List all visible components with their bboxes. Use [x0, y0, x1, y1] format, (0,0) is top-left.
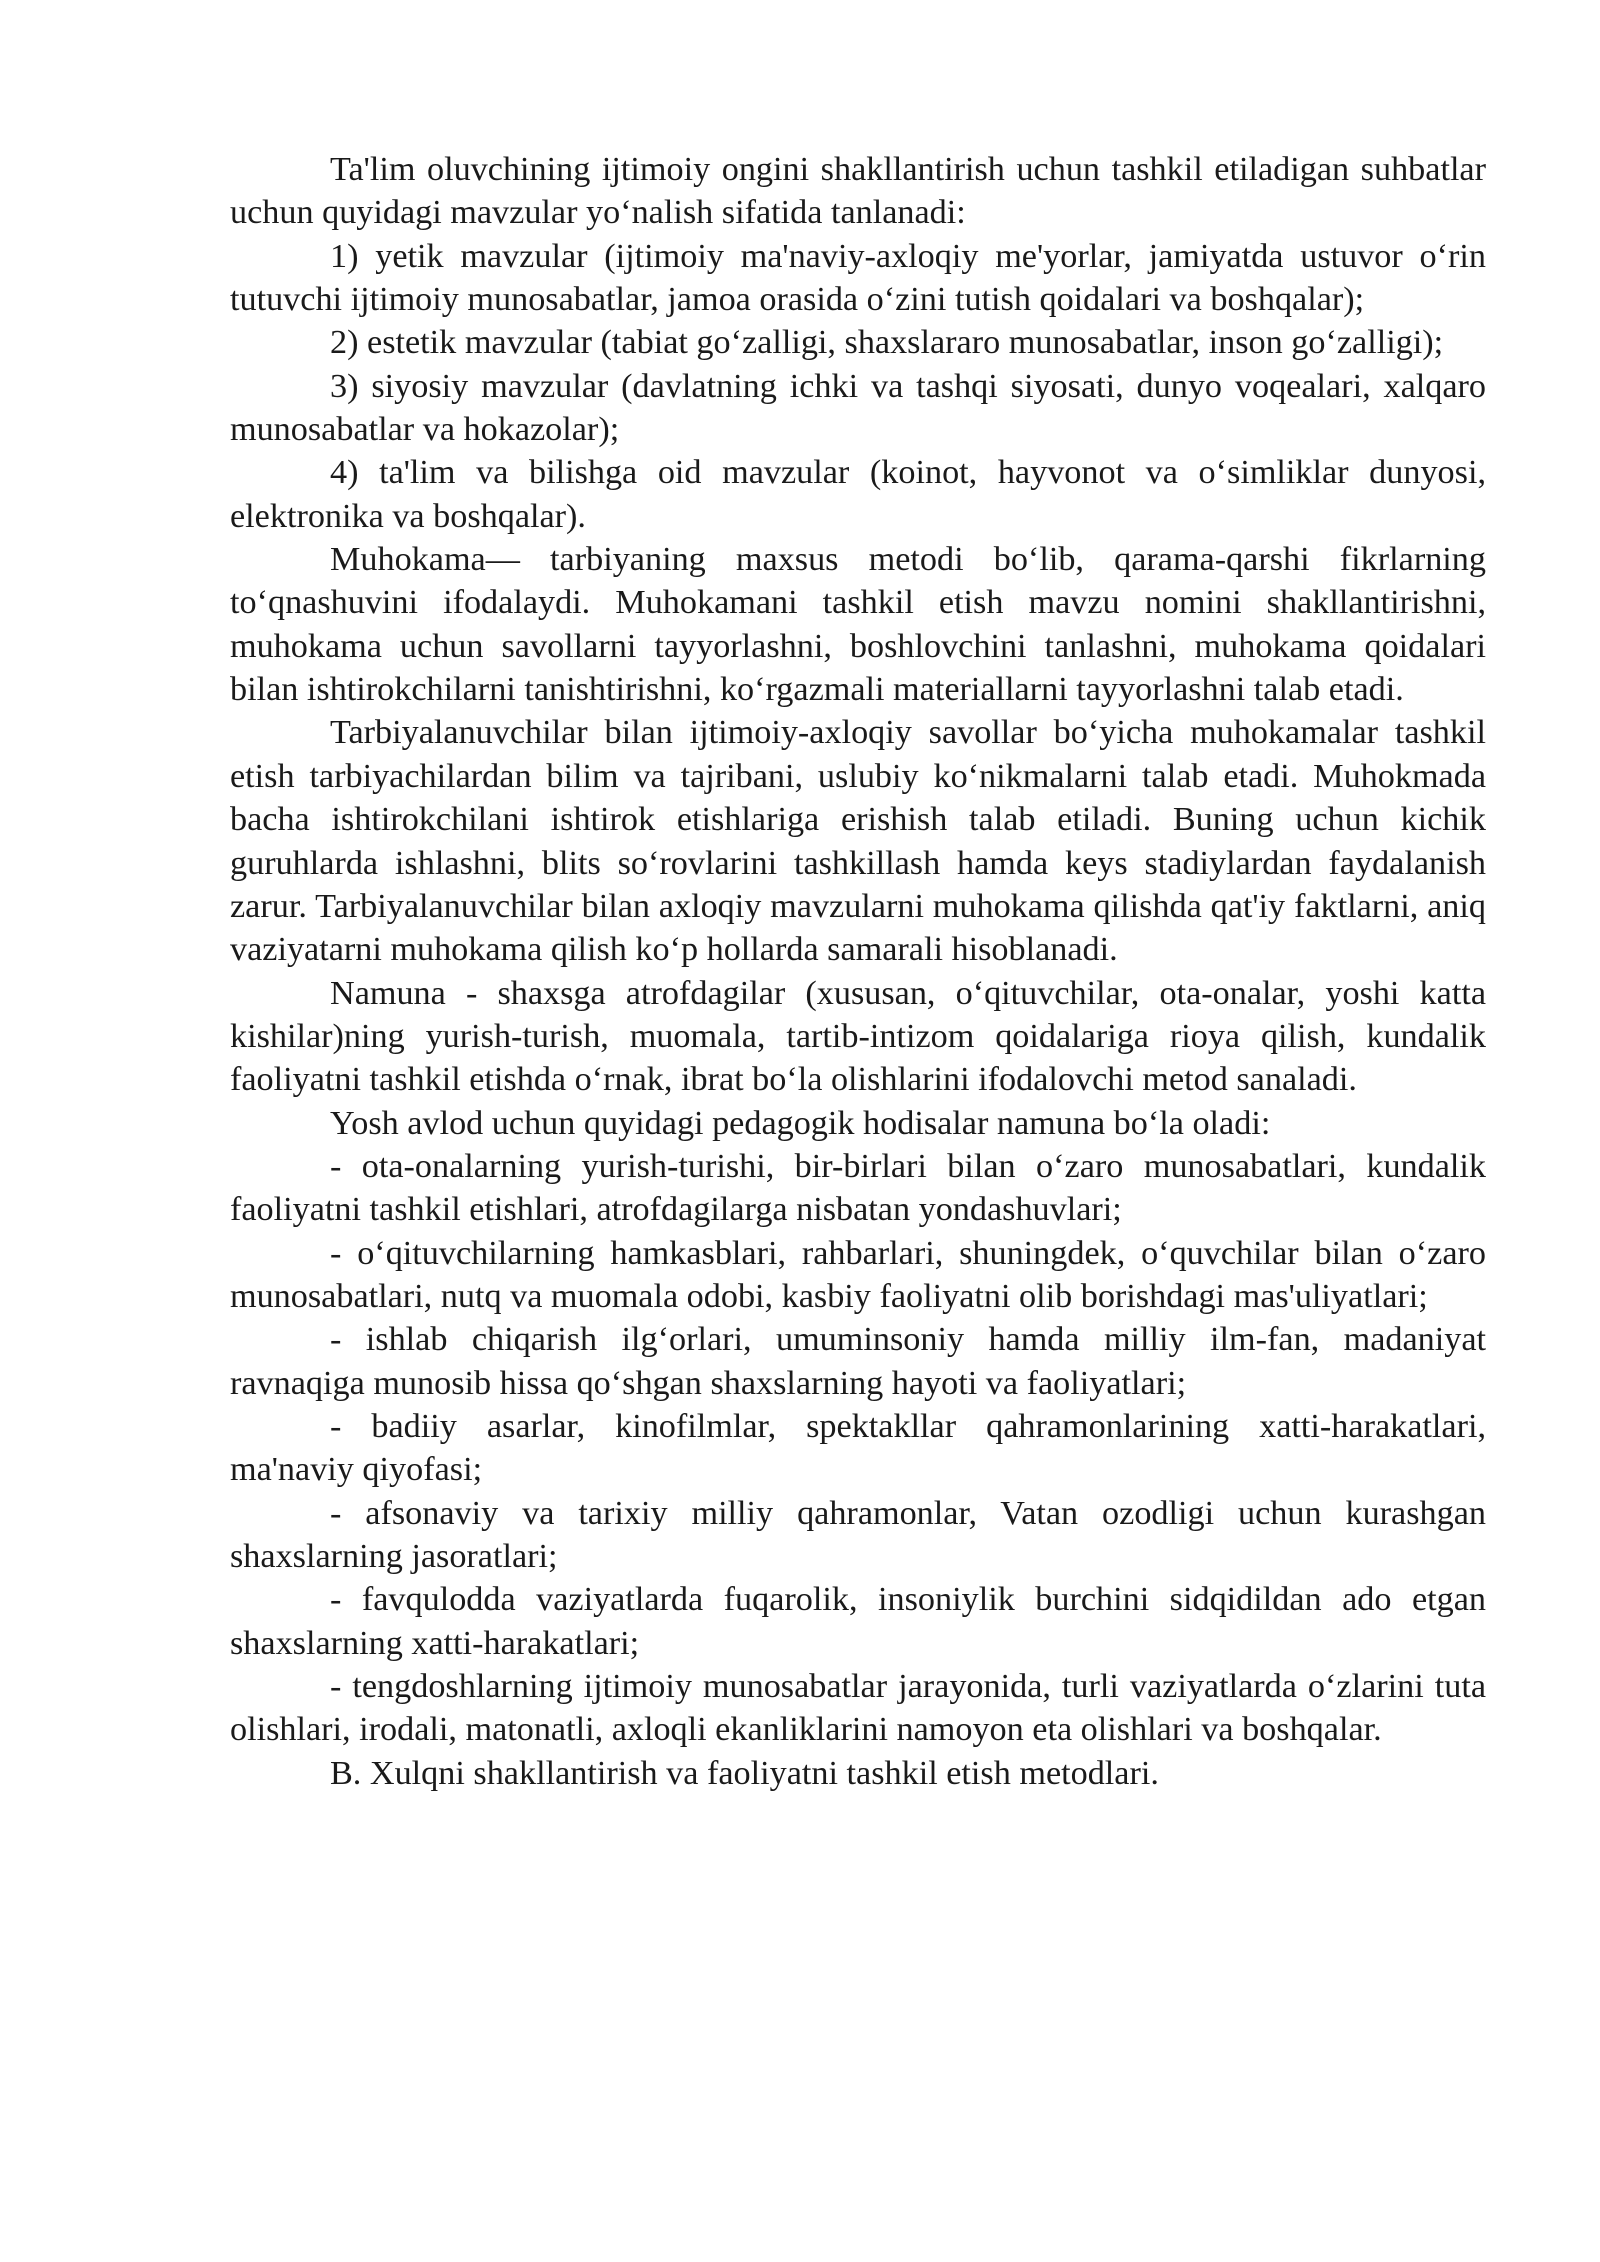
list-item-political-topics: 3) siyosiy mavzular (davlatning ichki va tashqi siyosati, dunyo voqealari, xalqaro munosabatlar va hokazolar); — [230, 367, 1486, 449]
list-item-peers: - tengdoshlarning ijtimoiy munosabatlar jarayonida, turli vaziyatlarda o‘zlarini tuta olishlari, irodali, matonatli, axloqli ekanliklarini namoyon eta olishlari va boshqalar. — [230, 1668, 1486, 1749]
list-item-ethical-topics: 1) yetik mavzular (ijtimoiy ma'naviy-axloqiy me'yorlar, jamiyatda ustuvor o‘rin tutuvchi ijtimoiy munosabatlar, jamoa orasida o‘zini tutish qoidalari va boshqalar); — [230, 237, 1486, 319]
paragraph-intro: Ta'lim oluvchining ijtimoiy ongini shakllantirish uchun tashkil etiladigan suhbatlar uchun quyidagi mavzular yo‘nalish sifatida tanlanadi: — [230, 151, 1486, 232]
list-item-parents: - ota-onalarning yurish-turishi, bir-birlari bilan o‘zaro munosabatlari, kundalik faoliyatni tashkil etishlari, atrofdagilarga nisbatan yondashuvlari; — [230, 1147, 1486, 1229]
list-item-leaders: - ishlab chiqarish ilg‘orlari, umuminsoniy hamda milliy ilm-fan, madaniyat ravnaqiga munosib hissa qo‘shgan shaxslarning hayoti va faoliyatlari; — [230, 1321, 1486, 1402]
section-heading-b: B. Xulqni shakllantirish va faoliyatni tashkil etish metodlari. — [330, 1754, 1159, 1792]
paragraph-example-sources-intro: Yosh avlod uchun quyidagi pedagogik hodisalar namuna bo‘la oladi: — [330, 1104, 1271, 1142]
list-item-aesthetic-topics: 2) estetik mavzular (tabiat go‘zalligi, shaxslararo munosabatlar, inson go‘zalligi); — [330, 324, 1444, 362]
list-item-heroes: - afsonaviy va tarixiy milliy qahramonlar, Vatan ozodligi uchun kurashgan shaxslarning jasoratlari; — [230, 1494, 1486, 1575]
list-item-emergencies: - favqulodda vaziyatlarda fuqarolik, insoniylik burchini sidqidildan ado etgan shaxslarning xatti-harakatlari; — [230, 1581, 1486, 1662]
paragraph-example-method: Namuna - shaxsga atrofdagilar (xususan, o‘qituvchilar, ota-onalar, yoshi katta kishilar)ning yurish-turish, muomala, tartib-intizom qoidalariga rioya qilish, kundalik faoliyatni tashkil etishda o‘rnak, ibrat bo‘la olishlarini ifodalovchi metod sanaladi. — [230, 974, 1486, 1099]
paragraph-discussion-method: Muhokama— tarbiyaning maxsus metodi bo‘lib, qarama-qarshi fikrlarning to‘qnashuvini ifodalaydi. Muhokamani tashkil etish mavzu nomini shakllantirishni, muhokama uchun savollarni tayyorlashni, boshlovchini tanlashni, muhokama qoidalari bilan ishtirokchilarni tanishtirishni, ko‘rgazmali materiallarni tayyorlashni talab etadi. — [230, 541, 1486, 709]
list-item-teachers: - o‘qituvchilarning hamkasblari, rahbarlari, shuningdek, o‘quvchilar bilan o‘zaro munosabatlari, nutq va muomala odobi, kasbiy faoliyatni olib borishdagi mas'uliyatlari; — [230, 1234, 1486, 1315]
paragraph-discussion-organization: Tarbiyalanuvchilar bilan ijtimoiy-axloqiy savollar bo‘yicha muhokamalar tashkil etish tarbiyachilardan bilim va tajribani, uslubiy ko‘nikmalarni talab etadi. Muhokmada bacha ishtirokchilani ishtirok etishlariga erishish talab etiladi. Buning uchun kichik guruhlarda ishlashni, blits so‘rovlarini tashkillash hamda keys stadiylardan faydalanish zarur. Tarbiyalanuvchilar bilan axloqiy mavzularni muhokama qilishda qat'iy faktlarni, aniq vaziyatarni muhokama qilish ko‘p hollarda samarali hisoblanadi. — [230, 714, 1486, 969]
list-item-artworks: - badiiy asarlar, kinofilmlar, spektakllar qahramonlarining xatti-harakatlari, ma'naviy qiyofasi; — [230, 1407, 1486, 1489]
list-item-educational-topics: 4) ta'lim va bilishga oid mavzular (koinot, hayvonot va o‘simliklar dunyosi, elektronika va boshqalar). — [230, 454, 1486, 535]
document-body — [230, 148, 1486, 1795]
